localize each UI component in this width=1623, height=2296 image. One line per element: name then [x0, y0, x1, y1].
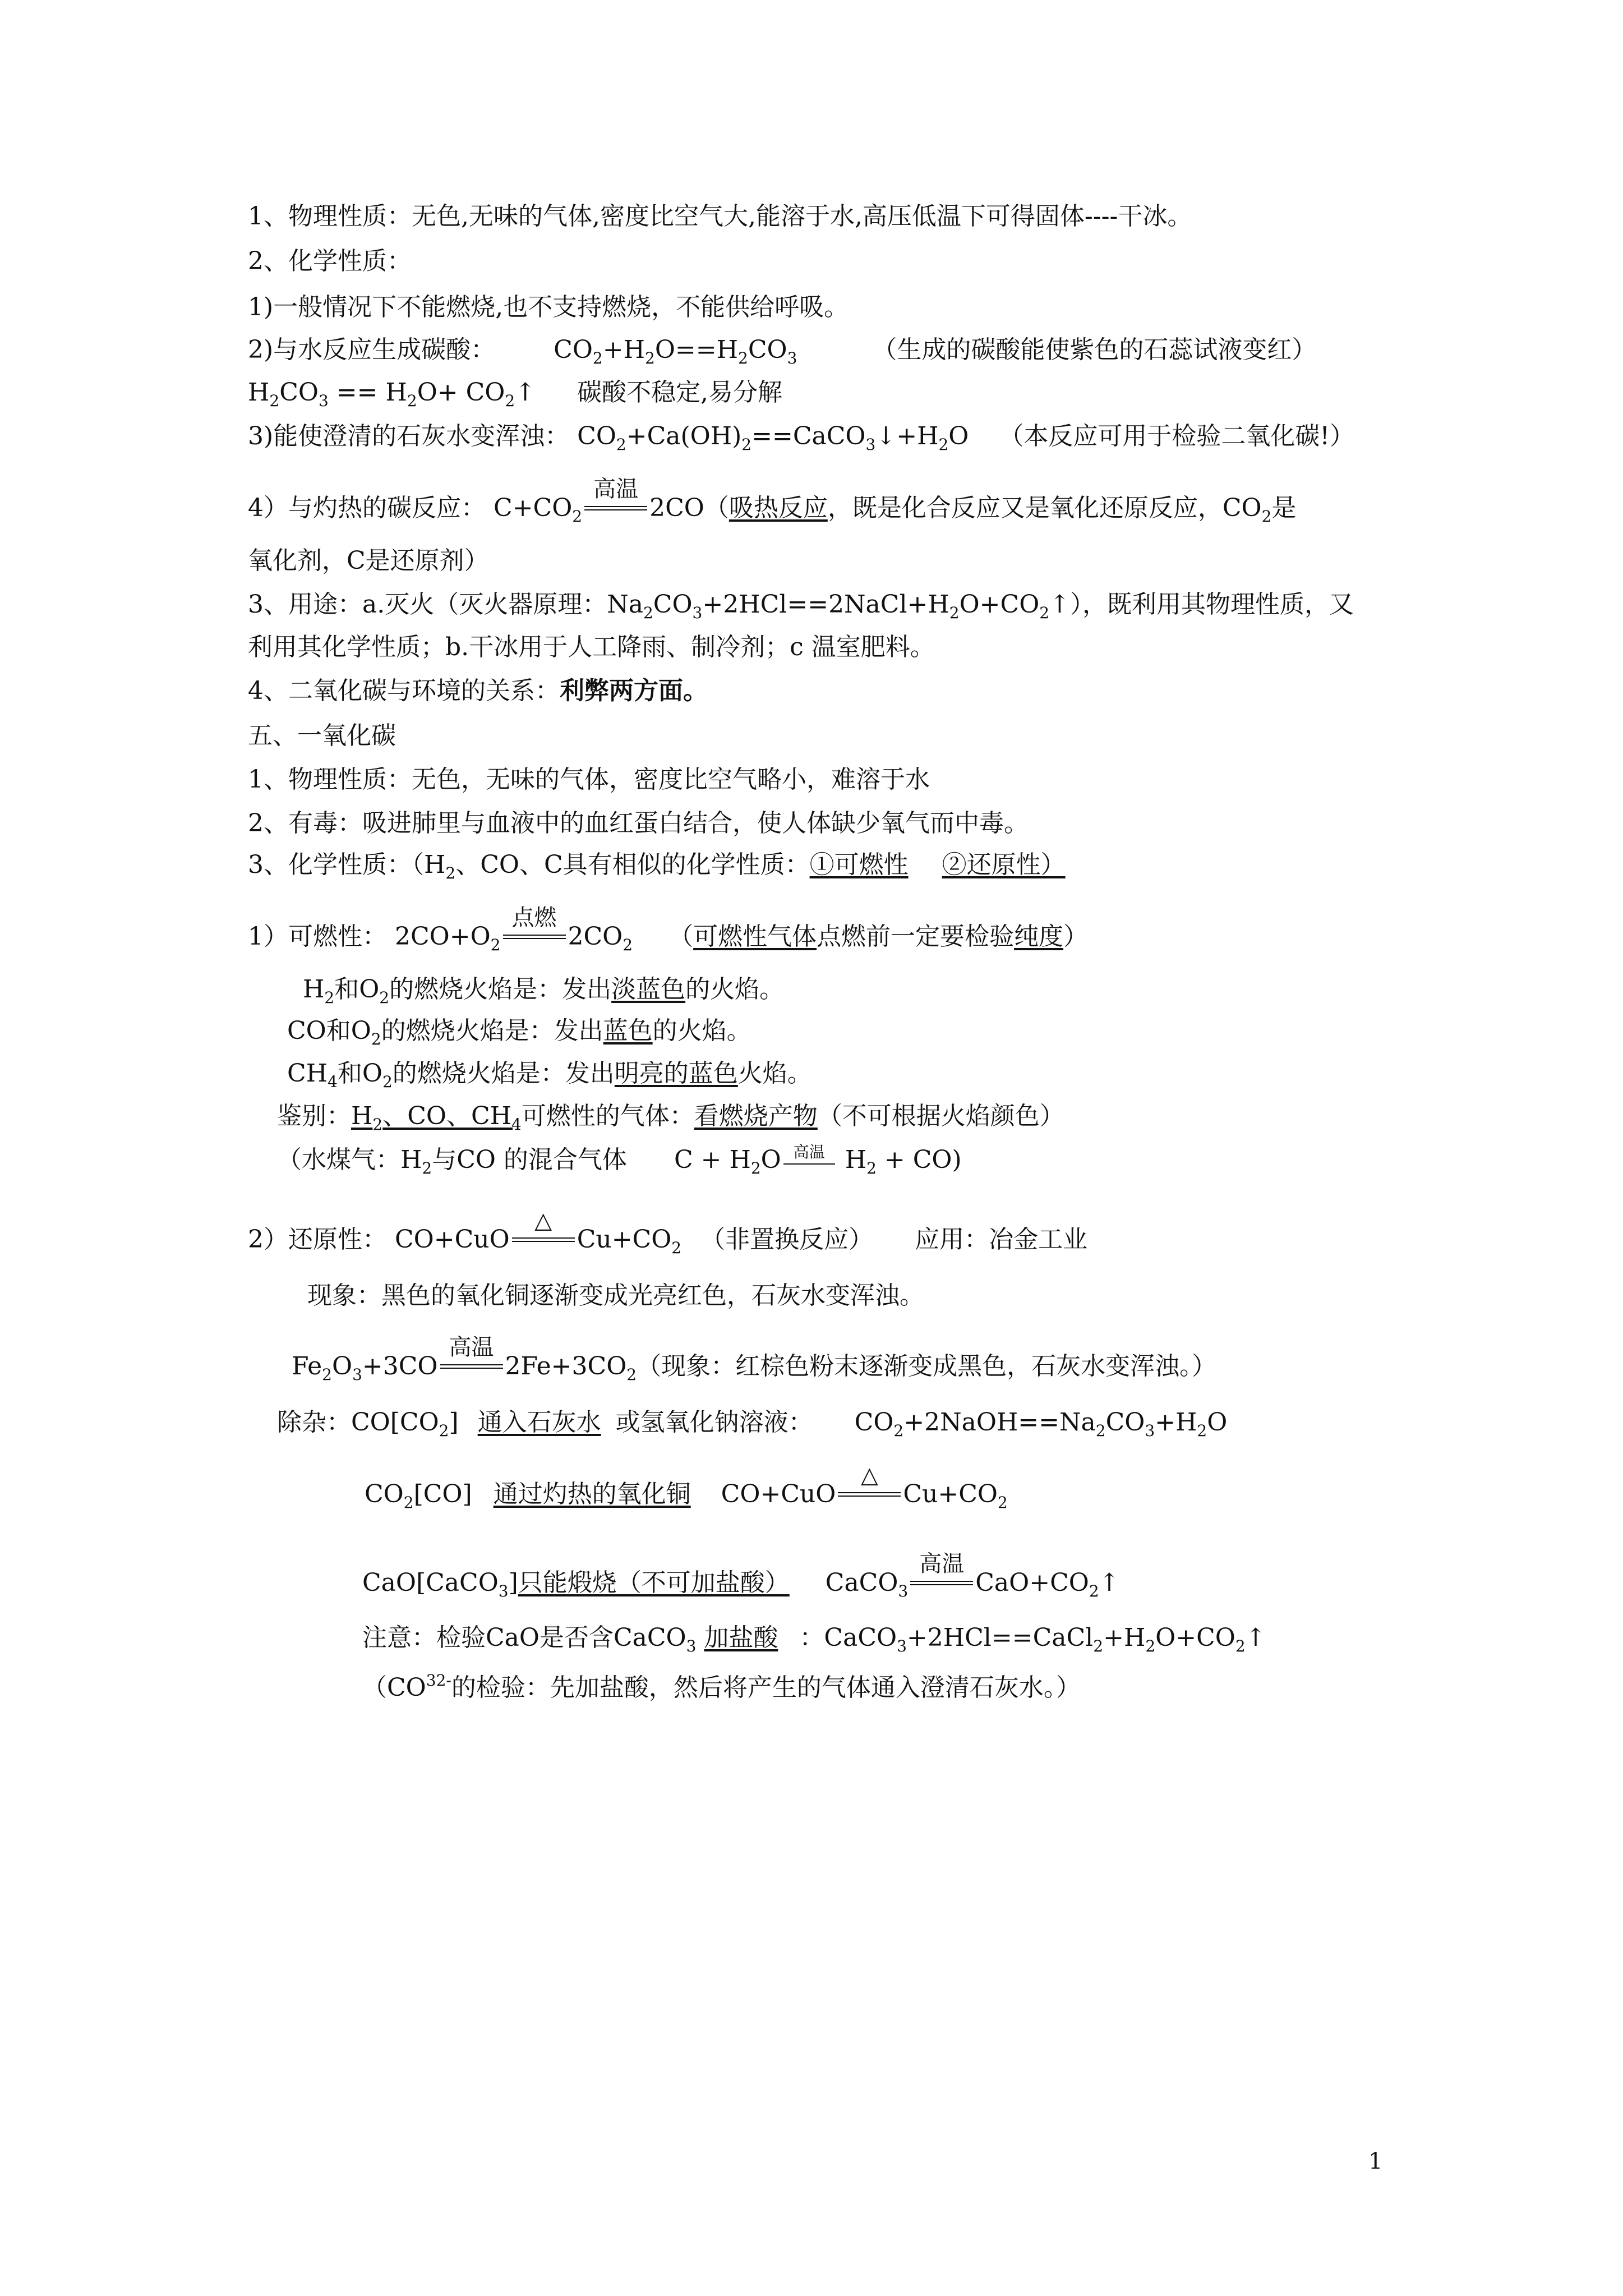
text: （非置换反应）	[700, 1225, 874, 1254]
text: 加盐酸	[704, 1623, 778, 1652]
text: 1、物理性质：无色，无味的气体，密度比空气略小，难溶于水	[248, 765, 930, 794]
text: 蓝色	[603, 1016, 653, 1045]
equation-co2-water: $CO_2+H_2O==H_2CO_3$	[554, 335, 797, 367]
line-co-flame: CO和$O_2$的燃烧火焰是：发出蓝色的火焰。	[287, 1016, 751, 1048]
equation-fe2o3: $Fe_2O_3+3CO$ 高温 $2Fe+3CO_2$	[292, 1335, 637, 1384]
text: 的火焰。	[685, 975, 785, 1004]
text: 2、化学性质：	[248, 247, 412, 275]
line-limewater	[248, 420, 1354, 462]
line-co-chemical: 3、化学性质：（$H_2$、CO、C具有相似的化学性质：①可燃性 ②还原性）	[248, 850, 1066, 882]
text: 氧化剂，C是还原剂）	[248, 546, 489, 575]
line-co-toxic	[248, 807, 1029, 840]
impurity-label: $CO_2[CO]$	[365, 1480, 472, 1512]
text: 3、化学性质：（H	[248, 850, 446, 879]
text: 吸热反应	[728, 494, 828, 522]
text: ②还原性）	[942, 850, 1066, 879]
line-remove-co	[365, 1462, 1008, 1520]
text: 或氢氧化钠溶液：	[615, 1408, 813, 1437]
line-carbonate-test: （$CO^{32-}$的检验：先加盐酸，然后将产生的气体通入澄清石灰水。）	[362, 1671, 1081, 1702]
text: 1）可燃性：	[248, 922, 387, 951]
text: 的检验：先加盐酸，然后将产生的气体通入澄清石灰水。）	[451, 1673, 1081, 1702]
line-note: 注意：检验CaO是否含CaCO$_3$ 加盐酸 ：$CaCO_3+2HCl==CaCl_2+H_2O+CO_2↑$	[362, 1623, 1266, 1655]
text: 鉴别：	[277, 1102, 351, 1130]
condition-heat: △	[836, 1478, 903, 1511]
line-h2-flame: $H_2$和$O_2$的燃烧火焰是：发出淡蓝色的火焰。	[303, 975, 785, 1007]
text: ），既利用其物理性质，又	[1070, 590, 1354, 619]
text: 通过灼热的氧化铜	[493, 1480, 691, 1508]
text: 看燃烧产物	[694, 1102, 818, 1130]
equation-limewater: $CO_2+Ca(OH)_2==CaCO_3↓+H_2O$	[577, 422, 969, 454]
text: 应用：冶金工业	[915, 1225, 1088, 1254]
text: （不可根据火焰颜色）	[817, 1102, 1064, 1130]
equation-carbon-co2: $C+CO_2$ 高温 2CO（	[494, 476, 729, 526]
text: 的燃烧火焰是：发出	[381, 1016, 603, 1045]
line-chemical-property-heading	[248, 245, 412, 278]
text: 点燃前一定要检验	[817, 922, 1015, 951]
line-uses-cont	[248, 631, 935, 664]
text: 利用其化学性质；b.干冰用于人工降雨、制冷剂；c 温室肥料。	[248, 633, 935, 661]
line-physical-property	[248, 200, 1192, 233]
text: 淡蓝色	[611, 975, 686, 1004]
condition-high-temp: 高温	[438, 1350, 505, 1383]
line-carbon-reaction: 4）与灼热的碳反应： $C+CO_2$ 高温 2CO（吸热反应，既是化合反应又是氧化还原反应，$CO_2$是	[248, 476, 1297, 526]
line-uses: 3、用途：a.灭火（灭火器原理：$Na_2CO_3+2HCl==2NaCl+H_2O+CO_2↑$），既利用其物理性质，又	[248, 590, 1354, 622]
condition-high-temp: 高温	[781, 1143, 837, 1177]
line-water-gas: （水煤气：$H_2$与CO 的混合气体 $C + H_2O$ 高温 $H_2 + CO$)	[277, 1143, 962, 1177]
text: 注意：检验CaO是否含CaCO	[362, 1623, 686, 1652]
equation-caco3-decompose: CaCO$_3$ 高温 $CaO+CO_2↑$	[825, 1551, 1120, 1600]
text: （生成的碳酸能使紫色的石蕊试液变红）	[872, 335, 1317, 364]
gases-list: $H_2$、CO、$CH_4$	[351, 1102, 522, 1134]
line-iron-reduction	[292, 1335, 1217, 1392]
text: 可燃性气体	[693, 922, 817, 951]
text: 纯度	[1014, 922, 1064, 951]
text: 的燃烧火焰是：发出	[392, 1059, 615, 1088]
text: 1)一般情况下不能燃烧,也不支持燃烧，不能供给呼吸。	[248, 293, 849, 321]
equation-naoh: $CO_2+2NaOH==Na_2CO_3+H_2O$	[854, 1408, 1228, 1440]
text: （本反应可用于检验二氧化碳!）	[999, 422, 1355, 450]
text: 火焰。	[737, 1059, 812, 1088]
line-water-reaction	[248, 333, 1316, 375]
condition-high-temp: 高温	[582, 491, 649, 525]
line-co-physical	[248, 763, 930, 797]
line-oxidant	[248, 544, 489, 578]
text: 利弊两方面。	[560, 677, 708, 705]
text: 3、用途：a.灭火（灭火器原理：Na	[248, 590, 643, 619]
condition-heat: △	[510, 1223, 577, 1257]
text: 与CO 的混合气体	[432, 1145, 627, 1174]
text: 明亮的蓝色	[614, 1059, 738, 1088]
text: 的燃烧火焰是：发出	[389, 975, 612, 1004]
line-phenomenon	[307, 1279, 924, 1313]
line-remove-caco3	[362, 1551, 1120, 1608]
text: 、CO、C具有相似的化学性质：	[455, 850, 810, 879]
line-reducibility	[248, 1208, 1088, 1265]
equation-caco3-hcl: ：$CaCO_3+2HCl==CaCl_2+H_2O+CO_2↑$	[799, 1623, 1266, 1655]
text: 4、二氧化碳与环境的关系：	[248, 677, 560, 705]
text: ①可燃性	[809, 850, 909, 879]
line-remove-co2: 除杂：$CO[CO_2]$ 通入石灰水 或氢氧化钠溶液： $CO_2+2NaOH==Na_2CO_3+H_2O$	[277, 1408, 1228, 1440]
equation-co-cuo-2: CO+CuO △ $Cu+CO_2$	[721, 1462, 1008, 1512]
heading-carbon-monoxide	[248, 719, 396, 753]
text: 2）还原性：	[248, 1225, 387, 1254]
line-combustibility: 1）可燃性： $2CO+O_2$ 点燃 $2CO_2$ （可燃性气体点燃前一定要检验纯度）	[248, 905, 1089, 954]
text: 2)与水反应生成碳酸：	[248, 335, 496, 364]
text: 碳酸不稳定,易分解	[577, 378, 783, 407]
line-environment	[248, 674, 708, 708]
text: 除杂：CO[CO	[277, 1408, 439, 1437]
page-number: 1	[1368, 2148, 1383, 2174]
text: 2、有毒：吸进肺里与血液中的血红蛋白结合，使人体缺少氧气而中毒。	[248, 809, 1029, 838]
text: 可燃性的气体：	[521, 1102, 694, 1130]
equation-co-burn: $2CO+O_2$ 点燃 $2CO_2$	[395, 905, 633, 954]
text: 是	[1271, 494, 1297, 522]
text: 的火焰。	[652, 1016, 751, 1045]
text: 现象：黑色的氧化铜逐渐变成光亮红色，石灰水变浑浊。	[307, 1281, 924, 1310]
text: 五、一氧化碳	[248, 721, 396, 750]
equation-carbonic-decompose: $H_2CO_3 == H_2O+$ $CO_2↑$	[248, 378, 536, 410]
text: ，既是化合反应又是氧化还原反应，CO	[827, 494, 1262, 522]
text: （水煤气：H	[277, 1145, 422, 1174]
text: （CO	[362, 1673, 426, 1702]
line-identify	[277, 1099, 1064, 1142]
impurity-label: CaO[CaCO$_3$]	[362, 1568, 518, 1600]
text: 4）与灼热的碳反应：	[248, 494, 486, 522]
text: （现象：红棕色粉末逐渐变成黑色，石灰水变浑浊。）	[637, 1352, 1217, 1381]
line-ch4-flame: $CH_4$和$O_2$的燃烧火焰是：发出明亮的蓝色火焰。	[287, 1059, 812, 1091]
equation-water-gas: $C + H_2O$ 高温 $H_2 + CO$)	[674, 1143, 962, 1177]
text: 通入石灰水	[477, 1408, 601, 1437]
text: CO和O	[287, 1016, 371, 1045]
equation-co-cuo: CO+CuO △ $Cu+CO_2$	[395, 1208, 682, 1257]
line-carbonic-decompose	[248, 376, 782, 418]
text: 1、物理性质：无色,无味的气体,密度比空气大,能溶于水,高压低温下可得固体----干冰。	[248, 202, 1192, 231]
line-not-combustible	[248, 291, 849, 324]
text: ]	[449, 1408, 459, 1437]
condition-ignite: 点燃	[501, 920, 568, 954]
text: 3)能使澄清的石灰水变浑浊：	[248, 422, 570, 450]
text: 只能煅烧（不可加盐酸）	[518, 1568, 790, 1597]
condition-high-temp: 高温	[908, 1566, 975, 1600]
